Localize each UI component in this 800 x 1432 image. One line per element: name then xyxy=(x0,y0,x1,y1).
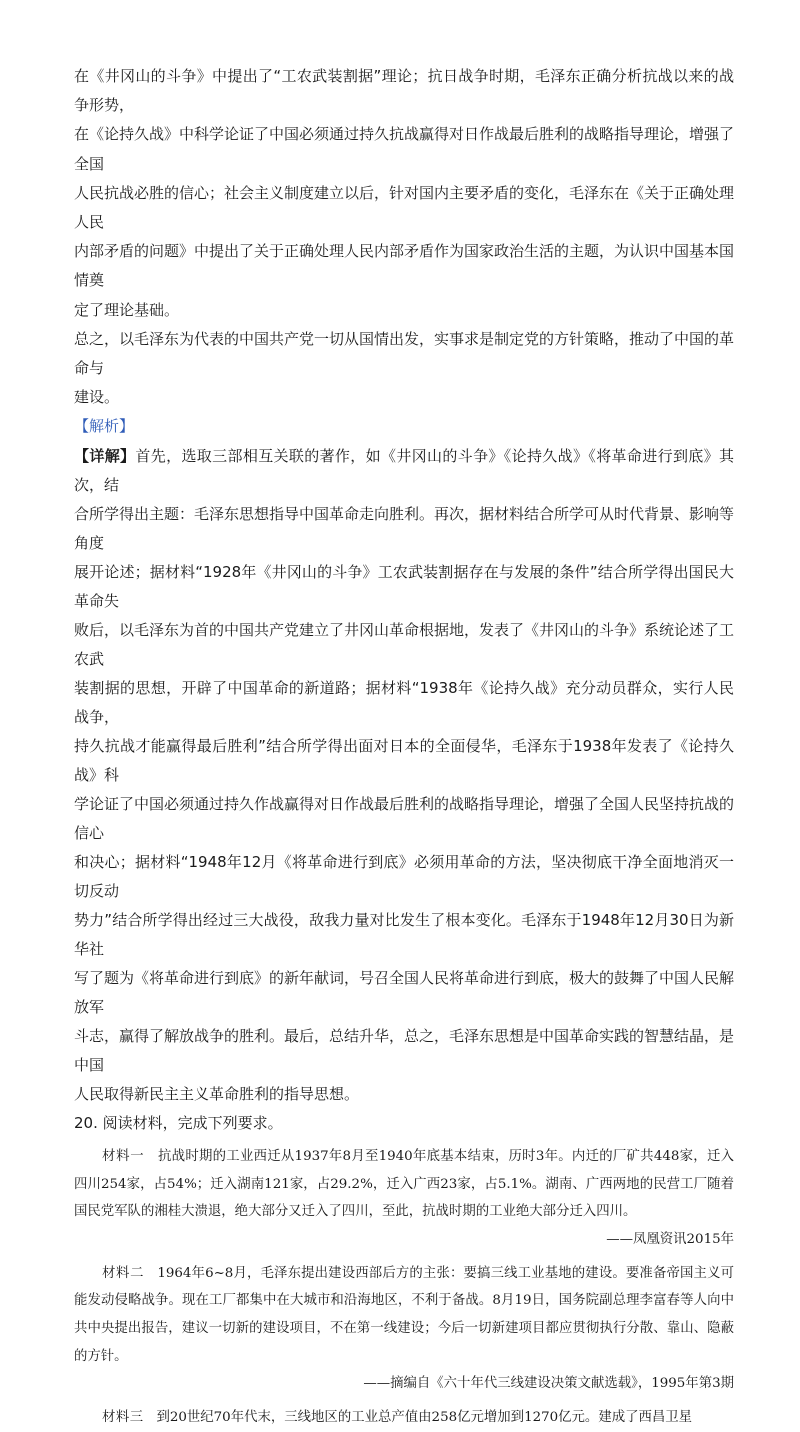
analysis-text: 首先，选取三部相互关联的著作，如《井冈山的斗争》《论持久战》《将革命进行到底》其次，结 xyxy=(74,446,734,494)
analysis-line: 学论证了中国必须通过持久作战赢得对日作战最后胜利的战略指导理论，增强了全国人民坚持抗战的信心 xyxy=(74,794,735,842)
material-1 xyxy=(74,1143,734,1254)
material-2 xyxy=(74,1260,734,1398)
analysis-line: 斗志，赢得了解放战争的胜利。最后，总结升华，总之，毛泽东思想是中国革命实践的智慧结晶，是中国 xyxy=(74,1026,735,1074)
analysis-line: 展开论述；据材料“1928年《井冈山的斗争》工农武装割据存在与发展的条件”结合所学得出国民大革命失 xyxy=(74,562,734,610)
material-label: 材料一 xyxy=(102,1148,145,1164)
analysis-line: 持久抗战才能赢得最后胜利”结合所学得出面对日本的全面侵华，毛泽东于1938年发表了《论持久战》科 xyxy=(74,736,734,784)
analysis-line: 装割据的思想，开辟了中国革命的新道路；据材料“1938年《论持久战》充分动员群众，实行人民战争， xyxy=(74,678,734,726)
conclusion-line: 建设。 xyxy=(74,388,120,407)
conclusion-line: 总之，以毛泽东为代表的中国共产党一切从国情出发，实事求是制定党的方针策略，推动了中国的革命与 xyxy=(74,329,735,378)
document-page xyxy=(74,62,734,1432)
summary-line: 在《论持久战》中科学论证了中国必须通过持久抗战赢得对日作战最后胜利的战略指导理论，增强了全国 xyxy=(74,125,735,173)
detail-tag: 【详解】 xyxy=(74,446,136,465)
summary-line: 定了理论基础。 xyxy=(74,300,180,319)
analysis-line: 和决心；据材料“1948年12月《将革命进行到底》必须用革命的方法，坚决彻底干净全面地消灭一切反动 xyxy=(74,852,734,900)
material-source: ——凤凰资讯2015年 xyxy=(606,1231,734,1247)
material-source: ——摘编自《六十年代三线建设决策文献选载》，1995年第3期 xyxy=(363,1376,734,1392)
summary-block xyxy=(74,62,734,412)
analysis-line: 合所学得出主题：毛泽东思想指导中国革命走向胜利。再次，据材料结合所学可从时代背景、影响等角度 xyxy=(74,504,735,552)
summary-line: 内部矛盾的问题》中提出了关于正确处理人民内部矛盾作为国家政治生活的主题，为认识中国基本国情奠 xyxy=(74,242,735,290)
material-body: 1964年6~8月，毛泽东提出建设西部后方的主张：要搞三线工业基地的建设。要准备帝国主义可能发动侵略战争。现在工厂都集中在大城市和沿海地区，不利于备战。8月19日，国务院副总理李富春等人向中共中央提出报告，建议一切新的建设项目，不在第一线建设；今后一切新建项目都应贯彻执行分散、靠山、隐蔽的方针。 xyxy=(74,1265,735,1364)
material-body: 抗战时期的工业西迁从1937年8月至1940年底基本结束，历时3年。内迁的厂矿共448家，迁入四川254家，占54%；迁入湖南121家，占29.2%，迁入广西23家，占5.1%。湖南、广西两地的民营工厂随着国民党军队的湘桂大溃退，绝大部分又迁入了四川，至此，抗战时期的工业绝大部分迁入四川。 xyxy=(74,1148,734,1220)
material-label: 材料三 xyxy=(102,1410,144,1426)
analysis-line: 人民取得新民主主义革命胜利的指导思想。 xyxy=(74,1084,360,1103)
material-body: 到20世纪70年代末，三线地区的工业总产值由258亿元增加到1270亿元。建成了西昌卫星 xyxy=(156,1410,693,1426)
analysis-line: 写了题为《将革命进行到底》的新年献词，号召全国人民将革命进行到底，极大的鼓舞了中国人民解放军 xyxy=(74,968,735,1016)
material-label: 材料二 xyxy=(102,1265,145,1281)
analysis-line xyxy=(74,442,734,500)
material-text xyxy=(74,1143,734,1226)
summary-line: 人民抗战必胜的信心；社会主义制度建立以后，针对国内主要矛盾的变化，毛泽东在《关于正确处理人民 xyxy=(74,183,735,232)
material-3 xyxy=(74,1404,734,1432)
material-text xyxy=(74,1404,734,1432)
material-text xyxy=(74,1260,734,1370)
analysis-line: 势力”结合所学得出经过三大战役，敌我力量对比发生了根本变化。毛泽东于1948年12月30日为新华社 xyxy=(74,910,734,958)
analysis-line: 败后，以毛泽东为首的中国共产党建立了井冈山革命根据地，发表了《井冈山的斗争》系统论述了工农武 xyxy=(74,620,735,668)
analysis-detail xyxy=(74,442,734,1109)
analysis-tag: 【解析】 xyxy=(74,417,135,436)
summary-line: 在《井冈山的斗争》中提出了“工农武装割据”理论；抗日战争时期，毛泽东正确分析抗战以来的战争形势， xyxy=(74,67,734,115)
question-20: 20. 阅读材料，完成下列要求。 xyxy=(74,1113,283,1132)
